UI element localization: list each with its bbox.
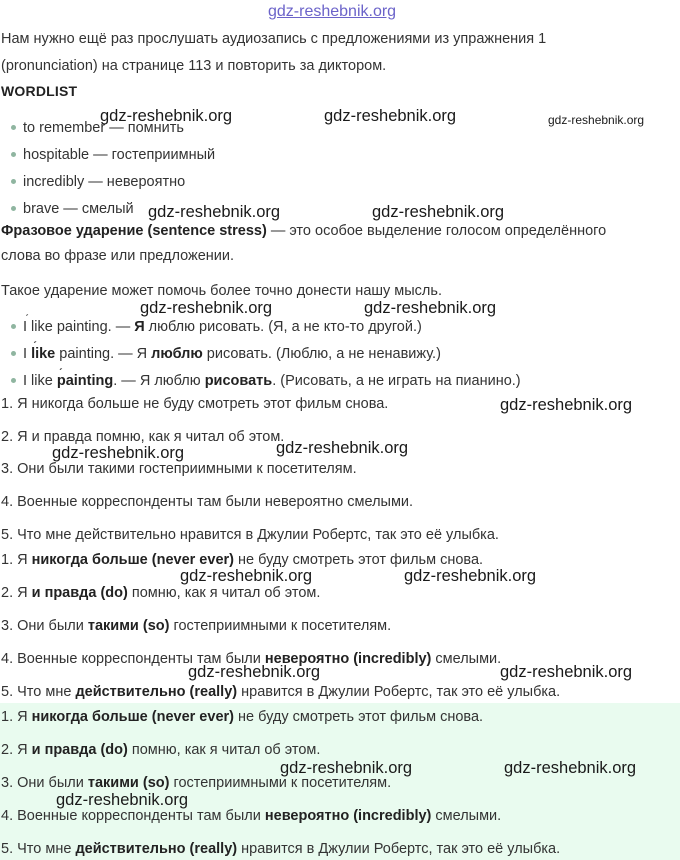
wordlist-item: brave — смелый [11,200,134,218]
stress-explanation: Такое ударение может помочь более точно донести нашу мысль. [1,283,442,299]
answer-sentence: 1. Я никогда больше (never ever) не буду смотреть этот фильм снова. [1,552,484,568]
sentence-plain: 5. Что мне действительно нравится в Джулии Робертс, так это её улыбка. [1,527,499,543]
bullet-icon [11,206,16,211]
answer-sentence-highlighted: 5. Что мне действительно (really) нравится в Джулии Робертс, так это её улыбка. [1,841,561,857]
wordlist-title: WORDLIST [1,83,78,99]
wordlist-item: to remember — помнить [11,119,184,137]
watermark-text: gdz-reshebnik.org [280,759,413,777]
answer-sentence-highlighted: 1. Я никогда больше (never ever) не буду смотреть этот фильм снова. [1,709,484,725]
stress-definition-line-1: Фразовое ударение (sentence stress) — это особое выделение голосом определённого [1,223,607,239]
example-item: I like ˊ painting. — Я люблю рисовать. (Рисовать, а не играть на пианино.) [11,372,521,390]
watermark-text: gdz-reshebnik.org [180,567,313,585]
watermark-text: gdz-reshebnik.org [188,663,321,681]
watermark-text: gdz-reshebnik.org [52,444,185,462]
watermark-text: gdz-reshebnik.org [548,113,645,127]
answer-sentence: 2. Я и правда (do) помню, как я читал об этом. [1,585,321,601]
bullet-icon [11,179,16,184]
watermark-text: gdz-reshebnik.org [404,567,537,585]
answer-sentence-highlighted: 4. Военные корреспонденты там были невероятно (incredibly) смелыми. [1,808,502,824]
answer-sentence: 3. Они были такими (so) гостеприимными к посетителям. [1,618,392,634]
watermark-text: gdz-reshebnik.org [364,299,497,317]
answer-sentence: 5. Что мне действительно (really) нравится в Джулии Робертс, так это её улыбка. [1,684,561,700]
watermark-text: gdz-reshebnik.org [148,203,281,221]
intro-line-1: Нам нужно ещё раз прослушать аудиозапись с предложениями из упражнения 1 [1,31,547,47]
wordlist-item: hospitable — гостеприимный [11,146,215,164]
sentence-plain: 4. Военные корреспонденты там были невероятно смелыми. [1,494,414,510]
watermark-text: gdz-reshebnik.org [324,107,457,125]
watermark-text: gdz-reshebnik.org [276,439,409,457]
watermark-text: gdz-reshebnik.org [140,299,273,317]
watermark-text: gdz-reshebnik.org [504,759,637,777]
intro-line-2: (pronunciation) на странице 113 и повторить за диктором. [1,58,387,74]
stress-definition-line-2: слова во фразе или предложении. [1,248,235,264]
watermark-text: gdz-reshebnik.org [56,791,189,809]
wordlist-item: incredibly — невероятно [11,173,185,191]
sentence-plain: 2. Я и правда помню, как я читал об этом. [1,429,285,445]
example-item: ˊ I like painting. — Я люблю рисовать. (Я, а не кто-то другой.) [11,318,422,336]
answer-sentence: 4. Военные корреспонденты там были невероятно (incredibly) смелыми. [1,651,502,667]
watermark-text: gdz-reshebnik.org [500,396,633,414]
sentence-plain: 1. Я никогда больше не буду смотреть этот фильм снова. [1,396,389,412]
site-watermark-link[interactable]: gdz-reshebnik.org [268,3,397,20]
watermark-text: gdz-reshebnik.org [100,107,233,125]
bullet-icon [11,378,16,383]
sentence-plain: 3. Они были такими гостеприимными к посетителям. [1,461,357,477]
example-item: I ˊ like painting. — Я люблю рисовать. (Люблю, а не ненавижу.) [11,345,441,363]
answer-sentence-highlighted: 3. Они были такими (so) гостеприимными к посетителям. [1,775,392,791]
watermark-text: gdz-reshebnik.org [500,663,633,681]
bullet-icon [11,125,16,130]
answer-sentence-highlighted: 2. Я и правда (do) помню, как я читал об этом. [1,742,321,758]
bullet-icon [11,152,16,157]
bullet-icon [11,324,16,329]
bullet-icon [11,351,16,356]
watermark-text: gdz-reshebnik.org [372,203,505,221]
